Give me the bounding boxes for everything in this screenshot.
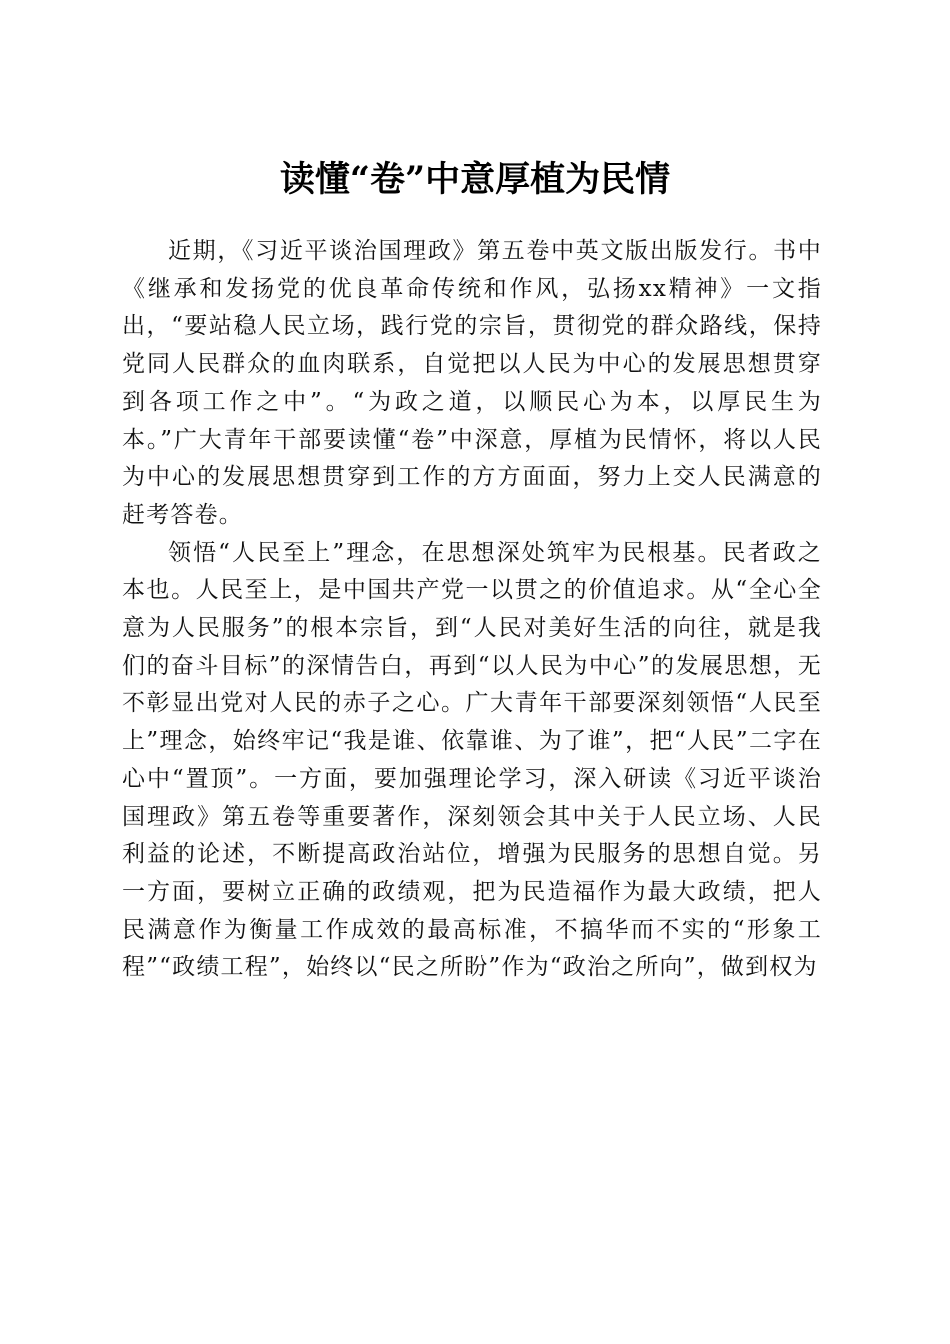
document-body [122, 233, 822, 987]
document-title: 读懂“卷”中意厚植为民情 [279, 159, 671, 201]
paragraph-intro: 近期，《习近平谈治国理政》第五卷中英文版出版发行。书中《继承和发扬党的优良革命传统和作风，弘扬xx精神》一文指出，“要站稳人民立场，践行党的宗旨，贯彻党的群众路线，保持党同人民群众的血肉联系，自觉把以人民为中心的发展思想贯穿到各项工作之中”。“为政之道，以顺民心为本，以厚民生为本。”广大青年干部要读懂“卷”中深意，厚植为民情怀，将以人民为中心的发展思想贯穿到工作的方方面面，努力上交人民满意的赶考答卷。 [122, 238, 822, 528]
paragraph-people-first: 领悟“人民至上”理念，在思想深处筑牢为民根基。民者政之本也。人民至上，是中国共产党一以贯之的价值追求。从“全心全意为人民服务”的根本宗旨，到“人民对美好生活的向往，就是我们的奋斗目标”的深情告白，再到“以人民为中心”的发展思想，无不彰显出党对人民的赤子之心。广大青年干部要深刻领悟“人民至上”理念，始终牢记“我是谁、依靠谁、为了谁”，把“人民”二字在心中“置顶”。一方面，要加强理论学习，深入研读《习近平谈治国理政》第五卷等重要著作，深刻领会其中关于人民立场、人民利益的论述，不断提高政治站位，增强为民服务的思想自觉。另一方面，要树立正确的政绩观，把为民造福作为最大政绩，把人民满意作为衡量工作成效的最高标准，不搞华而不实的“形象工程”“政绩工程”，始终以“民之所盼”作为“政治之所向”，做到权为 [122, 539, 822, 981]
